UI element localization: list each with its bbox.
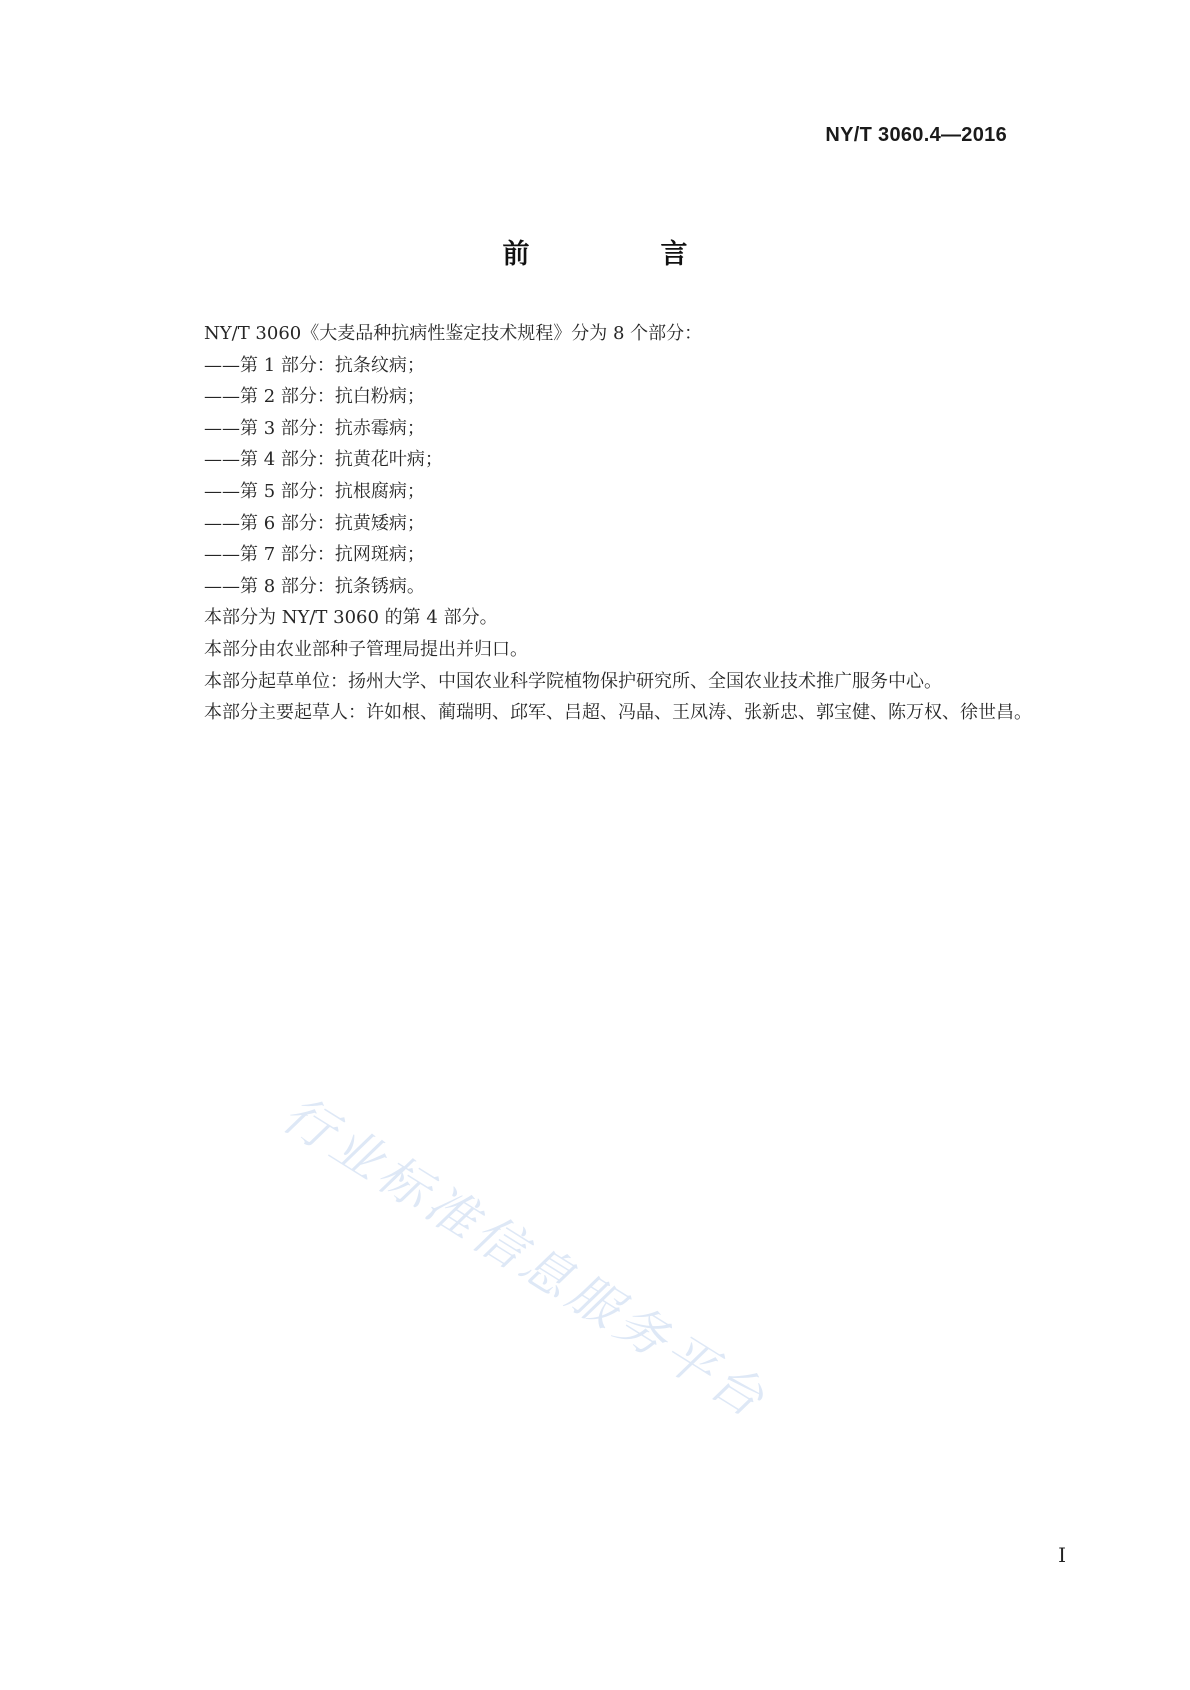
part-list-item: ——第 1 部分：抗条纹病； [204,354,425,376]
intro-paragraph: NY/T 3060《大麦品种抗病性鉴定技术规程》分为 8 个部分： [204,323,703,344]
standard-code: NY/T 3060.4—2016 [825,124,1007,146]
page-number: I [1058,1543,1066,1567]
page-title: 前 言 [502,239,740,270]
part-list-item: ——第 8 部分：抗条锈病。 [204,575,425,597]
proposer-paragraph: 本部分由农业部种子管理局提出并归口。 [204,638,528,660]
drafting-units-paragraph: 本部分起草单位：扬州大学、中国农业科学院植物保护研究所、全国农业技术推广服务中心。 [204,670,942,692]
part-list-item: ——第 4 部分：抗黄花叶病； [204,449,443,471]
foreword-body [204,318,1064,729]
watermark: 行业标准信息服务平台 [272,1084,779,1431]
drafters-paragraph: 本部分主要起草人：许如根、蔺瑞明、邱军、吕超、冯晶、王凤涛、张新忠、郭宝健、陈万权、徐世昌。 [204,702,1032,724]
part-list-item: ——第 5 部分：抗根腐病； [204,480,425,502]
part-list-item: ——第 7 部分：抗网斑病； [204,544,425,566]
part-list-item: ——第 2 部分：抗白粉病； [204,386,425,408]
part-list-item: ——第 6 部分：抗黄矮病； [204,512,425,534]
scope-paragraph: 本部分为 NY/T 3060 的第 4 部分。 [204,607,498,629]
part-list-item: ——第 3 部分：抗赤霉病； [204,417,425,439]
